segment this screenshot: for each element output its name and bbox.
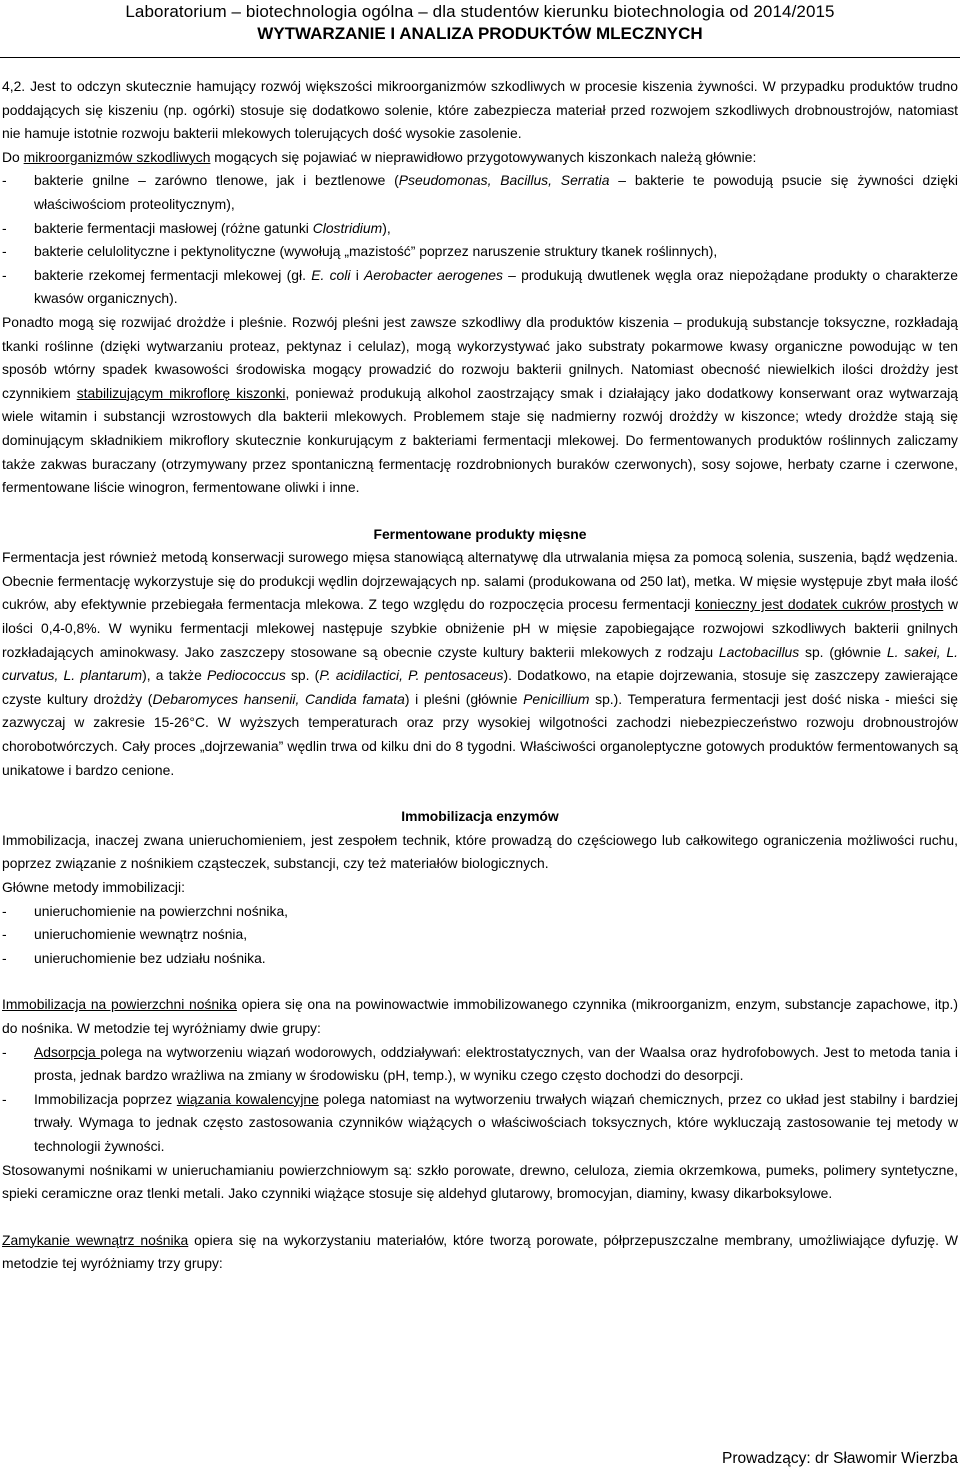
- text-span: ). Dodatkowo, na etapie dojrzewania, stosuje się zaszczepy zawierające czyste kultury drożdży (: [2, 667, 958, 707]
- list-item: [2, 1041, 958, 1088]
- text-span: w ilości 0,4-0,8%. W wyniku fermentacji mlekowej następuje szybkie obniżenie pH w mięsie zapobiegające rozwojowi szkodliwych bakterii gnilnych rozkładających aminokwasy. Jako zaszczepy stosowane są obecnie czyste kultury bakterii mlekowych z rodzaju: [2, 596, 958, 660]
- page-header: [0, 0, 960, 58]
- spacer: [2, 782, 958, 805]
- text-span: bakterie gnilne – zarówno tlenowe, jak i beztlenowe (: [34, 172, 399, 189]
- harmful-bacteria-list: [2, 169, 958, 311]
- text-span: mogących się pojawiać w nieprawidłowo przygotowywanych kiszonkach należą głównie:: [210, 148, 757, 165]
- italic-term: Pediococcus: [207, 667, 286, 684]
- text-span: opiera się na wykorzystaniu materiałów, które tworzą porowate, półprzepuszczalne membrany, umożliwiające dyfuzję. W metodzie tej wyróżniamy trzy grupy:: [2, 1231, 958, 1272]
- list-dash: -: [2, 219, 7, 236]
- underlined-term: Zamykanie wewnątrz nośnika: [2, 1231, 189, 1248]
- underlined-term: Adsorpcja: [34, 1043, 101, 1060]
- italic-term: E. coli: [311, 266, 351, 283]
- list-dash: -: [2, 949, 7, 966]
- page-footer-instructor: Prowadzący: dr Sławomir Wierzba: [721, 1450, 958, 1467]
- list-item: [2, 217, 958, 241]
- immobilization-methods-list: [2, 900, 958, 971]
- text-span: unieruchomienie bez udziału nośnika.: [34, 949, 266, 966]
- italic-term: P. acidilactici, P. pentosaceus: [319, 667, 504, 684]
- text-span: sp. (: [285, 667, 320, 684]
- list-dash: -: [2, 926, 7, 943]
- paragraph-carriers: Stosowanymi nośnikami w unieruchamianiu powierzchniowym są: szkło porowate, drewno, celuloza, ziemia okrzemkowa, pumeks, polimery syntetyczne, spieki ceramiczne oraz tlenki metali. Jako czynniki wiążące stosuje się aldehyd glutarowy, bromocyjan, diaminy, kwasy dikarboksylowe.: [2, 1161, 958, 1202]
- text-span: polega na wytworzeniu wiązań wodorowych, oddziaływań: elektrostatycznych, van der Waalsa oraz hydrofobowych. Jest to metoda tania i prosta, jednak bardzo wrażliwa na zmiany w środowisku (pH, temp.), w wyniku czego często dochodzi do desorpcji.: [34, 1043, 958, 1084]
- text-span: bakterie rzekomej fermentacji mlekowej (gł.: [34, 266, 312, 283]
- section-title-immobilization: Immobilizacja enzymów: [401, 808, 559, 825]
- underlined-term: mikroorganizmów szkodliwych: [23, 148, 211, 165]
- paragraph-surface-immobilization: [2, 993, 958, 1040]
- list-item: [2, 264, 958, 311]
- header-divider: [0, 57, 960, 58]
- italic-term: Lactobacillus: [718, 643, 800, 660]
- underlined-term: wiązania kowalencyjne: [176, 1090, 319, 1107]
- header-subtitle: WYTWARZANIE I ANALIZA PRODUKTÓW MLECZNYCH: [257, 24, 703, 43]
- text-span: unieruchomienie wewnątrz nośnia,: [34, 926, 248, 943]
- text-span: – bakterie te powodują psucie się żywności dzięki właściwościom proteolitycznym),: [34, 172, 958, 212]
- spacer: [2, 970, 958, 993]
- text-span: sp.). Temperatura fermentacji jest dość niska - mieści się zazwyczaj w zakresie 15-26°C. W wyższych temperaturach oraz przy wysokiej wilgotności zachodzi niebezpieczeństwo rozwoju drobnoustrojów chorobotwórczych. Cały proces „dojrzewania” wędlin trwa od kilku dni do 8 tygodni. Właściwości organoleptyczne gotowych produktów fermentowanych są unikatowe i bardzo cenione.: [2, 690, 958, 778]
- text-span: ),: [382, 219, 391, 236]
- text-span: Immobilizacja poprzez: [34, 1090, 177, 1107]
- italic-term: Penicillium: [523, 690, 590, 707]
- list-dash: -: [2, 266, 7, 283]
- paragraph-immobilization-intro: Immobilizacja, inaczej zwana unieruchomieniem, jest zespołem technik, które prowadzą do częściowego lub całkowitego ograniczenia możliwości ruchu, poprzez związanie z nośnikiem cząsteczek, substancji, czy też materiałów biologicznych.: [2, 831, 958, 872]
- text-span: i: [350, 266, 365, 283]
- list-dash: -: [2, 902, 7, 919]
- text-span: ), a także: [142, 667, 208, 684]
- text-span: polega natomiast na wytworzeniu trwałych wiązań chemicznych, przez co układ jest stabilny i bardziej trwały. Wymaga to jednak często zastosowania czynników wiążących o właściwościach toksycznych, które wykluczają zastosowanie tej metody w technologii żywności.: [34, 1090, 958, 1154]
- italic-term: L. sakei, L. curvatus, L. plantarum: [2, 643, 958, 684]
- paragraph-harmful-microorganisms: [2, 146, 958, 170]
- text-span: , ponieważ produkują alkohol zaostrzający smak i działający jako dodatkowy konserwant oraz wytwarzają wiele witamin i substancji wzrostowych dla bakterii mlekowych. Problemem staje się nadmierny rozwój drożdży w kiszonce; wtedy drożdże stają się dominującym składnikiem mikroflory skutecznie konkurującym z bakteriami fermentacji mlekowej. Do fermentowanych produktów roślinnych zaliczamy także zakwas buraczany (otrzymywany przez spontaniczną fermentację rozdrobnionych buraków czerwonych), sosy sojowe, herbaty czarne i czerwone, fermentowane liście winogron, fermentowane oliwki i inne.: [2, 384, 958, 496]
- section-title-fermented-meat: Fermentowane produkty mięsne: [373, 525, 587, 542]
- text-span: bakterie celulolityczne i pektynolityczne (wywołują „mazistość” poprzez naruszenie struktury tkanek roślinnych),: [34, 243, 718, 260]
- list-dash: -: [2, 243, 7, 260]
- underlined-term: Immobilizacja na powierzchni nośnika: [2, 996, 237, 1013]
- paragraph-fermented-meat: [2, 546, 958, 782]
- list-dash: -: [2, 1043, 7, 1060]
- list-dash: -: [2, 1090, 7, 1107]
- italic-term: Pseudomonas, Bacillus, Serratia: [398, 172, 610, 189]
- text-span: unieruchomienie na powierzchni nośnika,: [34, 902, 289, 919]
- text-span: Do: [2, 148, 24, 165]
- text-span: ) i pleśni (głównie: [404, 690, 524, 707]
- text-span: sp. (głównie: [799, 643, 887, 660]
- methods-heading: Główne metody immobilizacji:: [2, 879, 185, 895]
- text-span: bakterie fermentacji masłowej (różne gatunki: [34, 219, 313, 236]
- spacer: [2, 1206, 958, 1229]
- paragraph-inside-carrier: [2, 1229, 958, 1276]
- paragraph-yeasts-molds: [2, 311, 958, 500]
- list-dash: -: [2, 172, 7, 189]
- text-span: Ponadto mogą się rozwijać drożdże i pleśnie. Rozwój pleśni jest zawsze szkodliwy dla produktów kiszenia – produkują substancje toksyczne, rozkładają tkanki roślinne (dzięki wytwarzaniu proteaz, pektynaz i celulaz), mogą wykorzystywać jako substraty pokarmowe kwasy organiczne powodując w ten sposób wtórny spadek kwasowości środowiska mogący prowadzić do rozwoju bakterii gnilnych. Natomiast obecność niewielkich ilości drożdży jest czynnikiem: [2, 313, 958, 401]
- text-span: opiera się ona na powinowactwie immobilizowanego czynnika (mikroorganizm, enzym, substancje zapachowe, itp.) do nośnika. W metodzie tej wyróżniamy dwie grupy:: [2, 996, 959, 1036]
- header-title: Laboratorium – biotechnologia ogólna – dla studentów kierunku biotechnologia od 2014/2015: [125, 2, 835, 21]
- italic-term: Aerobacter aerogenes: [364, 266, 503, 283]
- list-item: [2, 240, 958, 264]
- text-span: – produkują dwutlenek węgla oraz niepożądane produkty o charakterze kwasów organicznych).: [34, 266, 958, 307]
- text-span: Fermentacja jest również metodą konserwacji surowego mięsa stanowiącą alternatywę dla utrwalania mięsa za pomocą solenia, suszenia, bądź wędzenia. Obecnie fermentację wykorzystuje się do produkcji wędlin dojrzewających np. salami (produkowana od 250 lat), metka. W mięsie występuje zbyt mała ilość cukrów, aby efektywnie przebiegała fermentacja mlekowa. Z tego względu do rozpoczęcia procesu fermentacji: [2, 549, 958, 613]
- list-item: [2, 1088, 958, 1159]
- underlined-term: konieczny jest dodatek cukrów prostych: [695, 596, 944, 613]
- list-item: [2, 923, 958, 947]
- italic-term: Debaromyces hansenii, Candida famata: [152, 690, 405, 707]
- surface-groups-list: [2, 1041, 958, 1159]
- list-item: [2, 900, 958, 924]
- list-item: [2, 947, 958, 971]
- spacer: [2, 500, 958, 523]
- paragraph-ph: 4,2. Jest to odczyn skutecznie hamujący rozwój większości mikroorganizmów szkodliwych w procesie kiszenia żywności. W przypadku produktów trudno poddających się kiszeniu (np. ogórki) stosuje się dodatkowo solenie, które zabezpiecza materiał przed rozwojem szkodliwych drobnoustrojów, natomiast nie hamuje istotnie rozwoju bakterii mlekowych tolerujących dość wysokie zasolenie.: [2, 78, 958, 142]
- italic-term: Clostridium: [312, 219, 383, 236]
- list-item: [2, 169, 958, 216]
- underlined-term: stabilizującym mikroflorę kiszonki: [76, 384, 286, 401]
- document-body: [0, 75, 960, 1276]
